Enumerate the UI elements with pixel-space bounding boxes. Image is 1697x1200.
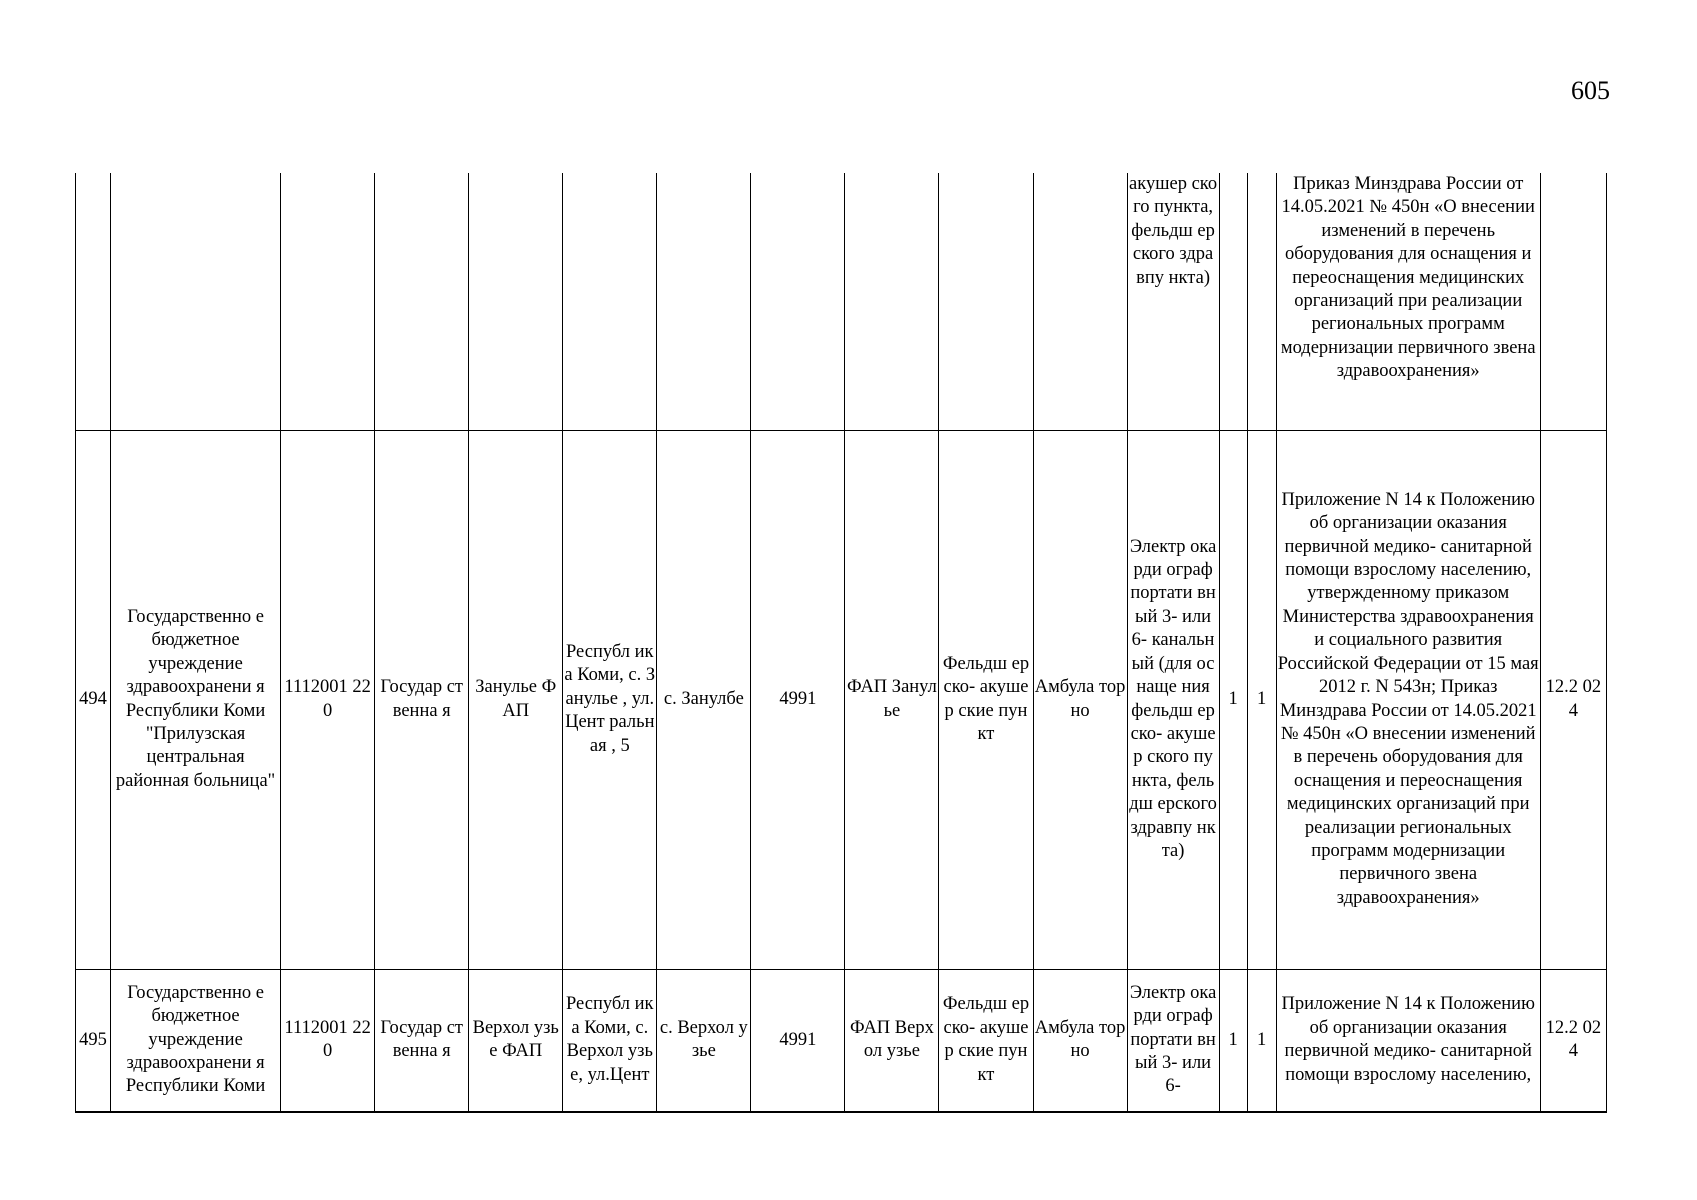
cell-org <box>111 173 281 430</box>
cell-name: Занулье ФАП <box>469 430 563 969</box>
table-row <box>76 969 1607 1112</box>
cell-num <box>76 173 111 430</box>
cell-form <box>375 173 469 430</box>
cell-q2: 1 <box>1247 969 1276 1112</box>
equipment-table <box>75 173 1607 1113</box>
cell-code <box>751 173 845 430</box>
cell-inn: 1112001 220 <box>281 430 375 969</box>
cell-equipment: Электр окарди ограф портати вный 3- или 6- канальн ый (для оснаще ния фельдш ерско- акушер ского пункта, фельдш ерского здравпу нкта) <box>1127 430 1219 969</box>
cell-num: 495 <box>76 969 111 1112</box>
cell-date: 12.2 024 <box>1540 430 1606 969</box>
cell-code: 4991 <box>751 430 845 969</box>
cell-type <box>939 173 1033 430</box>
cell-q1: 1 <box>1219 969 1247 1112</box>
table-row <box>76 173 1607 430</box>
cell-locality <box>657 173 751 430</box>
cell-q2: 1 <box>1247 430 1276 969</box>
cell-care <box>1033 173 1127 430</box>
cell-inn <box>281 173 375 430</box>
cell-q2 <box>1247 173 1276 430</box>
cell-address: Республ ика Коми, с. Верхол узье, ул.Цент <box>563 969 657 1112</box>
cell-short-name: ФАП Верхол узье <box>845 969 939 1112</box>
cell-q1: 1 <box>1219 430 1247 969</box>
cell-locality: с. Занулбе <box>657 430 751 969</box>
cell-name: Верхол узье ФАП <box>469 969 563 1112</box>
cell-equipment: Электр окарди ограф портати вный 3- или 6- <box>1127 969 1219 1112</box>
cell-basis: Приказ Минздрава России от 14.05.2021 № 450н «О внесении изменений в перечень оборудования для оснащения и переоснащения медицинских организаций при реализации региональных программ модернизации первичного звена здравоохранения» <box>1276 173 1540 430</box>
cell-care: Амбула торно <box>1033 969 1127 1112</box>
cell-q1 <box>1219 173 1247 430</box>
cell-date <box>1540 173 1606 430</box>
cell-org: Государственно е бюджетное учреждение здравоохранени я Республики Коми "Прилузская центральная районная больница" <box>111 430 281 969</box>
cell-short-name: ФАП Занулье <box>845 430 939 969</box>
cell-type: Фельдш ерско- акушер ские пункт <box>939 969 1033 1112</box>
cell-address: Республ ика Коми, с. Занулье , ул.Цент ральная , 5 <box>563 430 657 969</box>
cell-form: Государ ственна я <box>375 969 469 1112</box>
cell-name <box>469 173 563 430</box>
page-number: 605 <box>1571 76 1610 105</box>
cell-code: 4991 <box>751 969 845 1112</box>
cell-care: Амбула торно <box>1033 430 1127 969</box>
cell-basis: Приложение N 14 к Положению об организации оказания первичной медико- санитарной помощи взрослому населению, утвержденному приказом Министерства здравоохранения и социального развития Российской Федерации от 15 мая 2012 г. N 543н; Приказ Минздрава России от 14.05.2021 № 450н «О внесении изменений в перечень оборудования для оснащения и переоснащения медицинских организаций при реализации региональных программ модернизации первичного звена здравоохранения» <box>1276 430 1540 969</box>
cell-inn: 1112001 220 <box>281 969 375 1112</box>
cell-type: Фельдш ерско- акушер ские пункт <box>939 430 1033 969</box>
cell-num: 494 <box>76 430 111 969</box>
cell-date: 12.2 024 <box>1540 969 1606 1112</box>
table-row <box>76 430 1607 969</box>
cell-address <box>563 173 657 430</box>
cell-equipment: акушер ского пункта, фельдш ерского здравпу нкта) <box>1127 173 1219 430</box>
cell-locality: с. Верхол узье <box>657 969 751 1112</box>
cell-basis: Приложение N 14 к Положению об организации оказания первичной медико- санитарной помощи взрослому населению, <box>1276 969 1540 1112</box>
cell-org: Государственно е бюджетное учреждение здравоохранени я Республики Коми <box>111 969 281 1112</box>
cell-short-name <box>845 173 939 430</box>
cell-form: Государ ственна я <box>375 430 469 969</box>
